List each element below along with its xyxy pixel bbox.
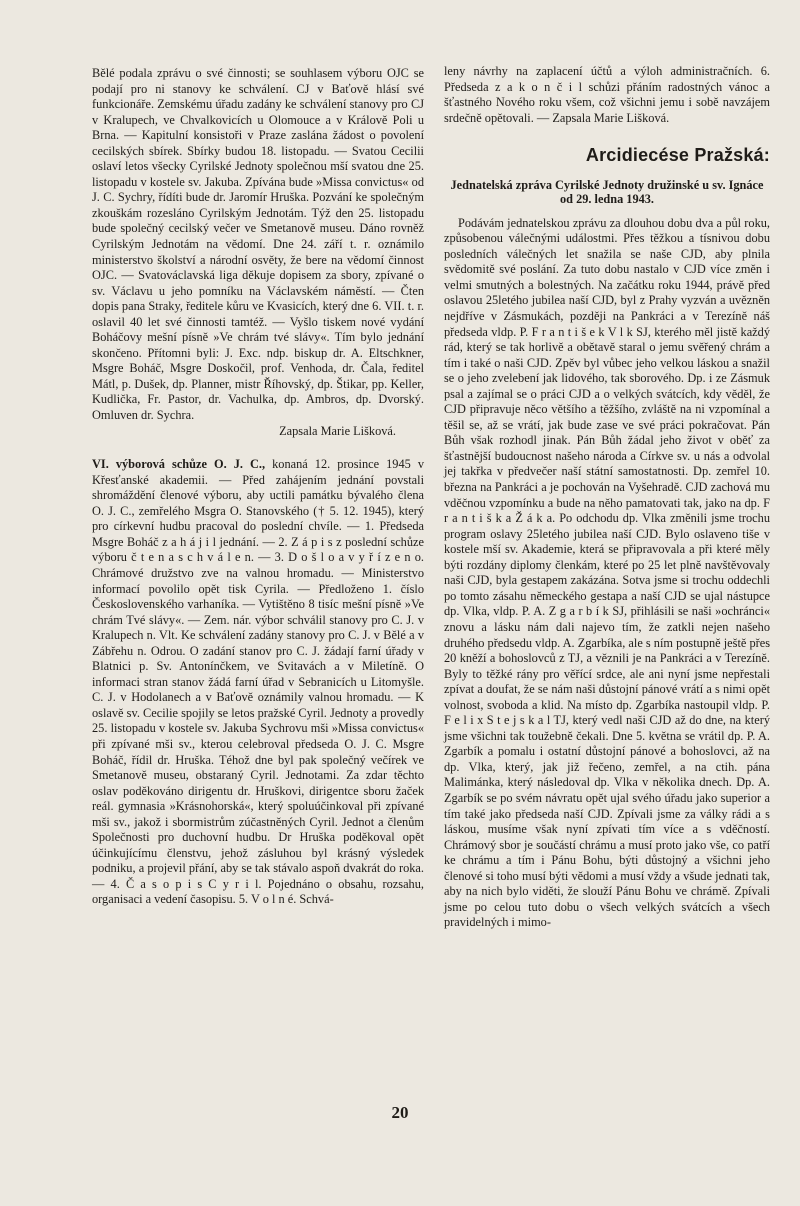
minutes-paragraph-2: [92, 457, 424, 908]
right-column: [444, 64, 770, 931]
section-title-vi: VI. výborová schůze O. J. C.,: [92, 457, 266, 472]
minutes-paragraph-continued: leny návrhy na zaplacení účtů a výloh administračních. 6. Předseda z a k o n č i l schůzi přáním radostných vánoc a šťastného Nového roku všem, což všichni jemu i sobě navzájem srdečně opětovali. — Zapsala Marie Lišková.: [444, 64, 770, 125]
section-gap: [92, 439, 424, 457]
report-subheading: Jednatelská zpráva Cyrilské Jednoty družinské u sv. Ignáce od 29. ledna 1943.: [450, 177, 764, 206]
left-column: [92, 66, 424, 908]
page-number: 20: [391, 1103, 409, 1122]
minutes-paragraph-1: Bělé podala zprávu o své činnosti; se souhlasem výboru OJC se podají pro ni stanovy ke schválení. CJ v Baťově hlásí své funkcionáře. Zemskému úřadu zadány ke schválení stanovy pro CJ v Kralupech, ve Chvalkovicích u Olomouce a v Králově Poli u Brna. — Kapitulní konsistoři v Praze zaslána žádost o povolení cecilských sbírek. Sbírky budou 18. listopadu. — Svatou Cecilii oslaví letos všecky Cyrilské Jednoty společnou mší svatou dne 25. listopadu v kostele sv. Jakuba. Zpívána bude »Missa convictus« od J. C. Sychry, řídíti bude dr. Jaromír Hruška. Pozvání ke společným zkouškám rozesláno Cyrilským Jednotám. Týž den 25. listopadu bude společný cecilský večer ve Smetanově museu. Dáno rovněž Cyrilským Jednotám na vědomí. Dne 24. září t. r. oznámilo ministerstvo školství a národní osvěty, že bere na vědomí činnost OJC. — Svatováclavská liga děkuje dopisem za sbory, zpívané o sv. Václavu u jeho pomníku na Václavském náměstí. — Čten dopis pana Straky, ředitele kůru ve Kvasicích, který dne 6. VII. t. r. oslavil 40 let své činnosti tamtéž. — Vyšlo tiskem nové vydání Boháčovy mešní písně »Ve chrám tvé slávy«. Tím bylo jednání skončeno. Přítomni byli: J. Exc. ndp. biskup dr. A. Eltschkner, Msgre Boháč, Msgre Doskočil, prof. Venhoda, dr. Čala, ředitel Mátl, p. Dušek, dp. Planner, mistr Říhovský, dp. Štikar, pp. Keller, Kudlička, Fr. Pastor, dr. Vachulka, dp. Ambros, dp. Dvorský. Omluven dr. Sychra.: [92, 66, 424, 423]
section-body-vi: konaná 12. prosince 1945 v Křesťanské akademii. — Před zahájením jednání povstali shromáždění členové výboru, aby uctili památku bývalého člena O. J. C., zemřelého Msgra O. Stanovského († 5. 12. 1945), který pro církevní hudbu pracoval do poslední chvíle. — 1. Předseda Msgre Boháč z a h á j i l jednání. — 2. Z á p i s z poslední schůze výboru č t e n a s c h v á l e n. — 3. D o š l o a v y ř í z e n o. Chrámové družstvo zve na valnou hromadu. — Ministerstvo informací povolilo opět tisk Cyrila. — Předloženo 1. číslo Československého varhaníka. — Vytištěno 8 tisíc mešní písně »Ve chrám Tvé slávy«. — Zem. nár. výbor schválil stanovy pro C. J. v Kralupech n. Vlt. Ke schválení zadány stanovy pro C. J. v Bělé a v Zábřehu n. Odrou. O zadání stanov pro C. J. žádají farní úřady v Blatnici p. Sv. Antonínčkem, ve Svitavách a v Miletíně. O informaci stran stanov žádá farní úřad v Sebranicích u Litomyšle. C. J. v Hodolanech a v Baťově oznámily valnou hromadu. — K oslavě sv. Cecilie spojily se letos pražské Cyril. Jednoty a provedly 25. listopadu v kostele sv. Jakuba Sychrovu mši »Missa convictus« při zpívané mši sv., kterou celebroval předseda O. J. C. Msgre Boháč, řídil dr. Hruška. Téhož dne byl pak společný večírek ve Smetanově museu, obstaraný Cyril. Jednotami. Za zdar těchto oslav poděkováno dirigentu dr. Hruškovi, dirigentce sboru žaček reál. gymnasia »Krásnohorská«, který spoluúčinkoval při zpívané mši sv., jakož i sbormistrům zúčastněných Cyril. Jednot a členům Společnosti pro duchovní hudbu. Dr Hruška poděkoval opět účinkujícímu členstvu, jehož zásluhou byl krásný výsledek podniku, a projevil přání, aby se tak stávalo aspoň dvakrát do roka. — 4. Č a s o p i s C y r i l. Pojednáno o obsahu, rozsahu, organisaci a vedení časopisu. 5. V o l n é. Schvá-: [92, 457, 425, 907]
diocese-heading: Arcidiecése Pražská:: [585, 145, 770, 166]
report-paragraph: Podávám jednatelskou zprávu za dlouhou dobu dva a půl roku, způsobenou válečnými událostmi. Přes těžkou a tísnivou dobu posledních válečných let snažila se naše CJD, aby plnila svědomitě své poslání. Za tuto dobu nastalo v CJD více změn i velmi smutných a bolestných. Na začátku roku 1944, právě před oslavou 25letého jubilea naší CJD, byl z Prahy vyzván a uvězněn nejdříve v Zásmukách, později na Pankráci a v Terezíně náš předseda vldp. P. F r a n t i š e k V l k SJ, kterého měl jistě každý rád, který se tak horlivě a obětavě staral o jemu svěřený chrám a tím i také o naši CJD. Zpěv byl vůbec jeho velkou láskou a snažil se o jeho zvelebení jak lidového, tak sborového. Dp. i ze Zásmuk psal a zajímal se o práci CJD a o velkých svátcích, kdy věděl, že CJD připravuje něco většího a těžšího, zvláště na ni vzpomínal a těšil se, až se vrátí, jak bude zase ve své práci pokračovat. Pán Bůh však rozhodl jinak. Pán Bůh žádal jeho život v oběť za šťastnější budoucnost našeho národa a Církve sv. u nás a odvolal jej takřka v předvečer naší státní samostatnosti. Dp. zemřel 10. března na Pankráci a je pochován na Vyšehradě. CJD zachová mu vděčnou vzpomínku a bude na něho pamatovati tak, jako na dp. F r a n t i š k a Ž á k a. Po odchodu dp. Vlka změnili jsme trochu program oslavy 25letého jubilea naší CJD. Bylo oslaveno tiše v kostele mší sv. Akademie, která se připravovala a při které měly býti rozdány diplomy členkám, které po 25 let plně navštěvovaly naši CJD, byla gestapem zakázána. Sotva jsme si trochu oddechli po tomto zásahu německého gestapa a naší CJD se ujal nástupce dp. Vlka, vldp. P. A. Z g a r b í k SJ, přihlásili se naši »ochránci« znovu a lásku nám dali najevo tím, že zatkli nejen našeho druhého předsedu vldp. A. Zgarbíka, ale s ním postupně ještě přes 20 kněží a bohoslovců z TJ, a věznili je na Pankráci a v Terezíně. Byly to těžké rány pro věřící srdce, ale ani nyní jsme nepřestali zpívat a doufat, že se nám naši důstojní pánové vrátí a s nimi opět volnost, svoboda a klid. Na místo dp. Zgarbíka nastoupil vldp. P. F e l i x S t e j s k a l TJ, který vedl naši CJD až do dne, na který jsme všichni tak toužebně čekali. Dne 5. května se vrátil dp. P. A. Zgarbík a pomalu i ostatní důstojní pánové a bohoslovci, až na dp. Vlka, který, jak již řečeno, zemřel, a na ctih. pána Malimánka, který následoval dp. Vlka v několika dnech. Dp. A. Zgarbík se po svém návratu opět ujal svého úřadu jako superior a tím také jako předseda naší CJD. Zpívali jsme za války rádi a s láskou, musíme však nyní zpívati tím více a s vděčností. Chrámový sbor je součástí chrámu a musí proto jako vše, co patří ke chrámu a tím i Pánu Bohu, býti důstojný a všichni jeho členové si toho musí býti vědomi a musí vždy a všude jednati tak, aby na nich bylo viděti, že slouží Pánu Bohu ve chrámě. Zpívali jsme po celou tuto dobu o všech velkých svátcích a všech pravidelných i mimo-: [444, 215, 771, 930]
signature-1: Zapsala Marie Lišková.: [279, 423, 396, 438]
